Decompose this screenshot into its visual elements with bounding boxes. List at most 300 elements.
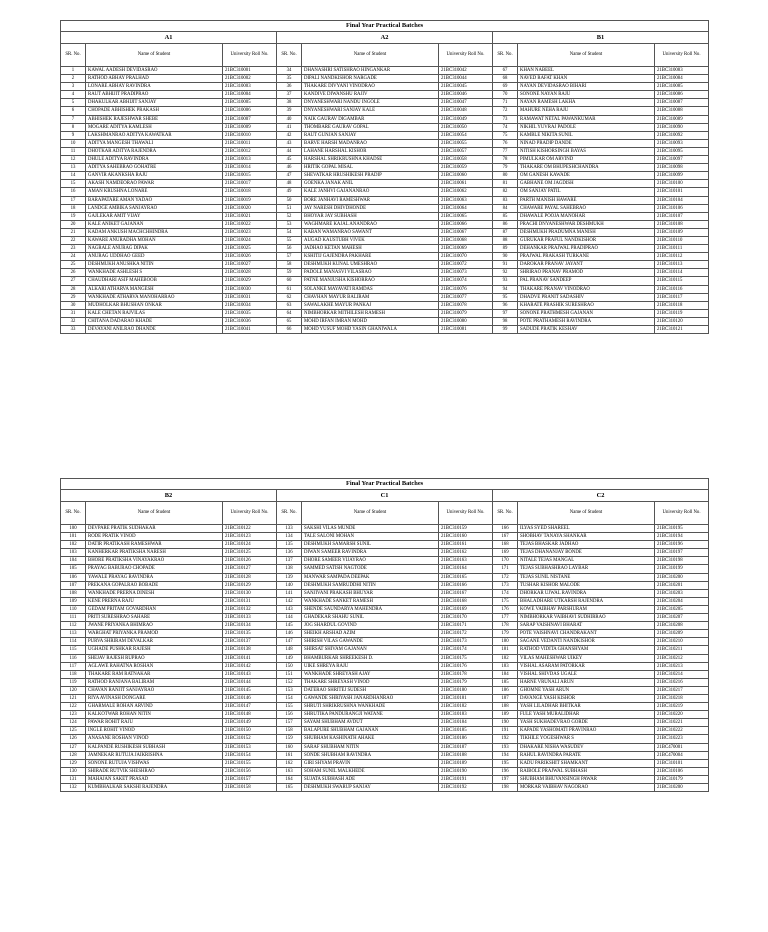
- sr-no-cell: 181: [493, 646, 518, 654]
- sr-no-cell: 88: [493, 236, 518, 244]
- roll-no-cell: 21BC310042: [439, 67, 493, 75]
- roll-no-cell: 21BC310076: [439, 285, 493, 293]
- student-name-cell: NIMBHORKAR VAIBHAVI SUDHIRRAO: [518, 614, 655, 622]
- sr-no-cell: 151: [277, 670, 302, 678]
- table-row: [61, 735, 709, 743]
- table-row: [61, 533, 709, 541]
- roll-no-cell: 21BC310189: [439, 759, 493, 767]
- student-name-cell: INGLE ROHIT VINOD: [86, 727, 223, 735]
- sr-no-cell: 118: [61, 670, 86, 678]
- student-name-cell: GIRI SHYAM PRAVIN: [302, 759, 439, 767]
- sr-no-cell: 139: [277, 573, 302, 581]
- student-name-cell: SHIRSAT SHIVAM GAJANAN: [302, 646, 439, 654]
- roll-no-cell: 21BC310092: [655, 131, 709, 139]
- roll-no-cell: 21BC310006: [223, 107, 277, 115]
- roll-no-cell: 21BC310072: [439, 261, 493, 269]
- student-name-cell: SONONE PRATHMESH GAJANAN: [518, 309, 655, 317]
- sr-no-cell: 29: [61, 293, 86, 301]
- student-name-cell: KAMBLE NIKITA SUNIL: [518, 131, 655, 139]
- table-row: [61, 694, 709, 702]
- roll-no-cell: 21BC310120: [655, 317, 709, 325]
- roll-no-cell: 21BC310212: [655, 654, 709, 662]
- sr-no-cell: 73: [493, 115, 518, 123]
- student-name-cell: TEJAS DHANANJAY BONDE: [518, 549, 655, 557]
- sr-no-cell: 22: [61, 236, 86, 244]
- roll-no-cell: 21BC310114: [655, 269, 709, 277]
- roll-no-cell: 21BC310198: [655, 557, 709, 565]
- sr-no-cell: 68: [493, 75, 518, 83]
- roll-no-cell: 21BC310143: [223, 670, 277, 678]
- table-row: [61, 549, 709, 557]
- sr-no-cell: 2: [61, 75, 86, 83]
- sr-no-cell: 152: [277, 678, 302, 686]
- sr-no-cell: 190: [493, 719, 518, 727]
- roll-no-cell: 21BC310211: [655, 646, 709, 654]
- student-name-cell: SHRIRAO PRANAV PRAMOD: [518, 269, 655, 277]
- student-name-cell: NINAD PRADIP DANDE: [518, 139, 655, 147]
- page-title: Final Year Practical Batches: [61, 21, 709, 32]
- sr-no-cell: 27: [61, 277, 86, 285]
- roll-no-cell: 21BC310074: [439, 277, 493, 285]
- roll-no-cell: 21BC310101: [655, 759, 709, 767]
- student-name-cell: WARGHAT PRIYANKA PRAMOD: [86, 630, 223, 638]
- student-name-cell: MAHURE NEHA RAJU: [518, 107, 655, 115]
- roll-no-cell: 21BC310124: [223, 541, 277, 549]
- student-name-cell: KAPADE YASHOMATI PRAVINRAO: [518, 727, 655, 735]
- sr-no-cell: 156: [277, 711, 302, 719]
- student-name-cell: DNYANESHWARI SANJAY KALE: [302, 107, 439, 115]
- column-header-sr: SR. No.: [277, 44, 302, 67]
- roll-no-cell: 21BC310079: [439, 309, 493, 317]
- sr-no-cell: 120: [61, 686, 86, 694]
- roll-no-cell: 21BC310129: [223, 581, 277, 589]
- roll-no-cell: 21BC310200: [655, 784, 709, 792]
- roll-no-cell: 21BC310201: [655, 581, 709, 589]
- roll-no-cell: 21BC310068: [439, 236, 493, 244]
- column-header-name: Name of Student: [302, 502, 439, 525]
- student-name-cell: SHUBHAM KASHINATH AHAKE: [302, 735, 439, 743]
- roll-no-cell: 21BC310187: [439, 743, 493, 751]
- student-name-cell: JAMNEKAR RUTUJA JAIKRISHNA: [86, 751, 223, 759]
- student-name-cell: JADHAO KETAN MAHESH: [302, 245, 439, 253]
- student-name-cell: DHANASHRI SATISHRAO HINGANKAR: [302, 67, 439, 75]
- student-name-cell: KSHITIJ GAJENDRA PAKHARE: [302, 253, 439, 261]
- roll-no-cell: 21BC310203: [655, 589, 709, 597]
- roll-no-cell: 21BC310089: [655, 115, 709, 123]
- student-name-cell: DEVAYANI ANILRAO DHANDE: [86, 326, 223, 334]
- roll-no-cell: 21BC310101: [655, 188, 709, 196]
- sr-no-cell: 102: [61, 541, 86, 549]
- student-name-cell: GOENKA JANAK ANIL: [302, 180, 439, 188]
- student-name-cell: DATIR PRATIKASH RAMESHWAR: [86, 541, 223, 549]
- sr-no-cell: 26: [61, 269, 86, 277]
- student-name-cell: BARVE HARSH MADANRAO: [302, 139, 439, 147]
- student-name-cell: THAKARE DIVYANI VINODRAO: [302, 83, 439, 91]
- sr-no-cell: 49: [277, 188, 302, 196]
- sr-no-cell: 115: [61, 646, 86, 654]
- student-name-cell: BHOYAR JAY SUBHASH: [302, 212, 439, 220]
- table-row: [61, 285, 709, 293]
- student-name-cell: SAKSHI VILAS MUNDE: [302, 525, 439, 533]
- roll-no-cell: 21BC310022: [223, 220, 277, 228]
- roll-no-cell: 21BC310191: [439, 775, 493, 783]
- student-name-cell: SAWALAKHE MAYUR PANKAJ: [302, 301, 439, 309]
- table-body: [61, 67, 709, 334]
- sr-no-cell: 100: [61, 525, 86, 533]
- sr-no-cell: 122: [61, 703, 86, 711]
- table-row: [61, 654, 709, 662]
- roll-no-cell: 21BC310126: [223, 557, 277, 565]
- sr-no-cell: 96: [493, 301, 518, 309]
- student-name-cell: WAGHMARE KAJAL ANANDRAO: [302, 220, 439, 228]
- roll-no-cell: 21BC310178: [439, 670, 493, 678]
- roll-no-cell: 21BC310135: [223, 630, 277, 638]
- student-name-cell: DESHMUKH ANUSHKA NITIN: [86, 261, 223, 269]
- roll-no-cell: 21BC310061: [439, 180, 493, 188]
- sr-no-cell: 51: [277, 204, 302, 212]
- sr-no-cell: 158: [277, 727, 302, 735]
- student-name-cell: SHEVATKAR HRUSHIKESH PRADIP: [302, 172, 439, 180]
- roll-no-cell: 21BC310183: [439, 711, 493, 719]
- student-name-cell: GHARMALE ROHAN ARVIND: [86, 703, 223, 711]
- student-name-cell: DAROKAR PRANAV JAYANT: [518, 261, 655, 269]
- table-row: [61, 67, 709, 75]
- sr-no-cell: 61: [277, 285, 302, 293]
- roll-no-cell: 21BC310064: [439, 204, 493, 212]
- roll-no-cell: 21BC310197: [655, 549, 709, 557]
- student-name-cell: CHAWARE PAYAL SAHEBRAO: [518, 204, 655, 212]
- table-row: [61, 573, 709, 581]
- student-name-cell: NAVED RAFAT KHAN: [518, 75, 655, 83]
- table-row: [61, 662, 709, 670]
- student-name-cell: GEDAM PRITAM GOVARDHAN: [86, 605, 223, 613]
- roll-no-cell: 21BC310200: [655, 573, 709, 581]
- student-name-cell: SONONE NAYAN RAJU: [518, 91, 655, 99]
- student-name-cell: KALE JANHVI GAJANANRAO: [302, 188, 439, 196]
- table-row: [61, 565, 709, 573]
- student-name-cell: THAKARE SHREYASH VINOD: [302, 678, 439, 686]
- student-name-cell: RATHOD ABHAY PRALHAD: [86, 75, 223, 83]
- sr-no-cell: 195: [493, 759, 518, 767]
- sr-no-cell: 132: [61, 784, 86, 792]
- sr-no-cell: 18: [61, 204, 86, 212]
- table-row: [61, 775, 709, 783]
- roll-no-cell: 21BC310214: [655, 670, 709, 678]
- table-row: [61, 180, 709, 188]
- roll-no-cell: 21BC310026: [223, 253, 277, 261]
- student-name-cell: RATHOD VIDITA GHANSHYAM: [518, 646, 655, 654]
- student-name-cell: KADU PARIKSHIT SHAMKANT: [518, 759, 655, 767]
- roll-no-cell: 21BC310029: [223, 277, 277, 285]
- sr-no-cell: 192: [493, 735, 518, 743]
- sr-no-cell: 60: [277, 277, 302, 285]
- column-header-roll: University Roll No.: [223, 502, 277, 525]
- sr-no-cell: 70: [493, 91, 518, 99]
- student-name-cell: BHALADHARE UTKARSH RAJENDRA: [518, 597, 655, 605]
- student-name-cell: AGLAWE RAHATNA ROSHAN: [86, 662, 223, 670]
- student-name-cell: DAVANGE YASH KISHOR: [518, 694, 655, 702]
- student-name-cell: KENE PRERNA RAJU: [86, 597, 223, 605]
- table-row: [61, 172, 709, 180]
- sr-no-cell: 50: [277, 196, 302, 204]
- table-body: [61, 525, 709, 792]
- roll-no-cell: 21BC310195: [655, 525, 709, 533]
- roll-no-cell: 21BC310213: [655, 662, 709, 670]
- sr-no-cell: 39: [277, 107, 302, 115]
- roll-no-cell: 21BC310086: [655, 91, 709, 99]
- sr-no-cell: 94: [493, 285, 518, 293]
- roll-no-cell: 21BC310133: [223, 614, 277, 622]
- roll-no-cell: 21BC310217: [655, 686, 709, 694]
- sr-no-cell: 23: [61, 245, 86, 253]
- student-name-cell: TEJAS SUNIL NISTANE: [518, 573, 655, 581]
- roll-no-cell: 21BC310192: [439, 784, 493, 792]
- table-row: [61, 196, 709, 204]
- sr-no-cell: 69: [493, 83, 518, 91]
- sr-no-cell: 194: [493, 751, 518, 759]
- student-name-cell: HRITIK GOPAL MISAL: [302, 164, 439, 172]
- student-name-cell: BALAPURE SHUBHAM GAJANAN: [302, 727, 439, 735]
- student-name-cell: PAL PRANAV SANDEEP: [518, 277, 655, 285]
- table-row: [61, 670, 709, 678]
- sr-no-cell: 63: [277, 301, 302, 309]
- table-row: [61, 541, 709, 549]
- student-name-cell: RODE PRATIK VINOD: [86, 533, 223, 541]
- student-name-cell: GHOMNE YASH ARUN: [518, 686, 655, 694]
- roll-no-cell: 21BC310021: [223, 212, 277, 220]
- student-name-cell: VISHAL ASARAM PATORKAR: [518, 662, 655, 670]
- roll-no-cell: 21BC310097: [655, 156, 709, 164]
- roll-no-cell: 21BC310144: [223, 678, 277, 686]
- roll-no-cell: 21BC310170: [439, 614, 493, 622]
- sr-no-cell: 105: [61, 565, 86, 573]
- student-name-cell: SARAP VAISHNAVI BHARAT: [518, 622, 655, 630]
- roll-no-cell: 21BC310169: [439, 605, 493, 613]
- roll-no-cell: 21BC310063: [439, 196, 493, 204]
- sr-no-cell: 174: [493, 589, 518, 597]
- table-row: [61, 638, 709, 646]
- table-row: [61, 605, 709, 613]
- roll-no-cell: 21BC310083: [655, 67, 709, 75]
- student-name-cell: LANDGE AMBIKA SANJAYRAO: [86, 204, 223, 212]
- roll-no-cell: 21BC310185: [439, 727, 493, 735]
- roll-no-cell: 21BC310017: [223, 180, 277, 188]
- student-name-cell: RAIBOLE PRAJWAL SUBHASH: [518, 767, 655, 775]
- sr-no-cell: 123: [61, 711, 86, 719]
- student-name-cell: ALKARI ATHARVA MANGESH: [86, 285, 223, 293]
- batch-heading: A2: [277, 32, 493, 44]
- table-row: [61, 293, 709, 301]
- student-name-cell: SHENDE SAUNDARYA MAHENDRA: [302, 605, 439, 613]
- roll-no-cell: 21BC310168: [439, 597, 493, 605]
- roll-no-cell: 21BC310153: [223, 743, 277, 751]
- roll-no-cell: 21BC310093: [655, 139, 709, 147]
- sr-no-cell: 40: [277, 115, 302, 123]
- table-row: [61, 727, 709, 735]
- batch-heading: B1: [493, 32, 709, 44]
- student-name-cell: DHAWALE POOJA MANOHAR: [518, 212, 655, 220]
- student-name-cell: PRAJWAL PRAKASH TURKANE: [518, 253, 655, 261]
- roll-no-cell: 21BC310090: [655, 123, 709, 131]
- sr-no-cell: 143: [277, 605, 302, 613]
- student-name-cell: KALKOTWAR ROHAN NITIN: [86, 711, 223, 719]
- sr-no-cell: 71: [493, 99, 518, 107]
- student-name-cell: KOWE VAIBHAV PARSHURAM: [518, 605, 655, 613]
- table-row: [61, 301, 709, 309]
- roll-no-cell: 21BC310154: [223, 751, 277, 759]
- sr-no-cell: 98: [493, 317, 518, 325]
- sr-no-cell: 114: [61, 638, 86, 646]
- student-name-cell: LAKSHMANRAO ADITYA KAWATKAR: [86, 131, 223, 139]
- roll-no-cell: 21BC310035: [223, 309, 277, 317]
- student-name-cell: SOLANKE MAYAVATI RAMDAS: [302, 285, 439, 293]
- student-name-cell: ANASANE ROSHAN VINOD: [86, 735, 223, 743]
- student-name-cell: THAKARE RAM RATNAKAR: [86, 670, 223, 678]
- roll-no-cell: 21BC310157: [223, 775, 277, 783]
- student-name-cell: KABAN WAMANRAO SAWANT: [302, 228, 439, 236]
- sr-no-cell: 189: [493, 711, 518, 719]
- sr-no-cell: 116: [61, 654, 86, 662]
- roll-no-cell: 21BC310160: [439, 533, 493, 541]
- sr-no-cell: 154: [277, 694, 302, 702]
- batch-heading: C1: [277, 490, 493, 502]
- roll-no-cell: 21BC310080: [439, 317, 493, 325]
- sr-no-cell: 5: [61, 99, 86, 107]
- roll-no-cell: 21BC310113: [655, 261, 709, 269]
- table-row: [61, 156, 709, 164]
- sr-no-cell: 81: [493, 180, 518, 188]
- table-row: [61, 557, 709, 565]
- column-header-roll: University Roll No.: [439, 44, 493, 67]
- sr-no-cell: 121: [61, 694, 86, 702]
- roll-no-cell: 21BC310014: [223, 164, 277, 172]
- student-name-cell: THAKARE PRANAV VINODRAO: [518, 285, 655, 293]
- sr-no-cell: 167: [493, 533, 518, 541]
- roll-no-cell: 21BC310166: [439, 581, 493, 589]
- sr-no-cell: 33: [61, 326, 86, 334]
- student-name-cell: BHAMBURKAR SHREEKESH D.: [302, 654, 439, 662]
- sr-no-cell: 108: [61, 589, 86, 597]
- student-name-cell: TALE SALONI MOHAN: [302, 533, 439, 541]
- roll-no-cell: 21BC310048: [439, 107, 493, 115]
- sr-no-cell: 187: [493, 694, 518, 702]
- roll-no-cell: 21BC310182: [439, 703, 493, 711]
- student-name-cell: SONONE RUTUJA VISHWAS: [86, 759, 223, 767]
- student-name-cell: PREKANA GOPALRAO BOBADE: [86, 581, 223, 589]
- roll-no-cell: 21BC310147: [223, 703, 277, 711]
- table-row: [61, 269, 709, 277]
- roll-no-cell: 21BC310220: [655, 711, 709, 719]
- student-name-cell: KANHERKAR PRATIKSHA NARESH: [86, 549, 223, 557]
- student-name-cell: GABHANE OM JAGDISH: [518, 180, 655, 188]
- student-name-cell: KALPANDE RUSHIKESH SUBHASH: [86, 743, 223, 751]
- student-name-cell: POTE VAISHNAVI CHANDRAKANT: [518, 630, 655, 638]
- student-name-cell: MORKAR VAIBHAV NAGORAO: [518, 784, 655, 792]
- roll-no-cell: 21BC310156: [223, 767, 277, 775]
- student-name-cell: CHAUDHARI ASIF MAHEBOOB: [86, 277, 223, 285]
- roll-no-cell: 21BC310010: [223, 131, 277, 139]
- roll-no-cell: 21BC310110: [655, 236, 709, 244]
- sr-no-cell: 77: [493, 147, 518, 155]
- roll-no-cell: 21BC310161: [439, 541, 493, 549]
- student-name-cell: AUGAD KAUSTUBH VIVEK: [302, 236, 439, 244]
- sr-no-cell: 85: [493, 212, 518, 220]
- sr-no-cell: 144: [277, 614, 302, 622]
- sr-no-cell: 55: [277, 236, 302, 244]
- sr-no-cell: 58: [277, 261, 302, 269]
- student-name-cell: WANKHADE PRERNA DINESH: [86, 589, 223, 597]
- roll-no-cell: 21BC310221: [655, 719, 709, 727]
- student-name-cell: VILAS MAHESHWAR UIKEY: [518, 654, 655, 662]
- sr-no-cell: 146: [277, 630, 302, 638]
- sr-no-cell: 57: [277, 253, 302, 261]
- roll-no-cell: 21BC310188: [439, 751, 493, 759]
- student-name-cell: SANJIVANI PRAKASH BHUYAR: [302, 589, 439, 597]
- roll-no-cell: 21BC310164: [439, 565, 493, 573]
- roll-no-cell: 21BC310141: [223, 654, 277, 662]
- sr-no-cell: 47: [277, 172, 302, 180]
- student-name-cell: KADAM ANKUSH MACHCHHINDRA: [86, 228, 223, 236]
- table-row: [61, 581, 709, 589]
- sr-no-cell: 16: [61, 188, 86, 196]
- sr-no-cell: 142: [277, 597, 302, 605]
- student-name-cell: GAWANDE SHRIYASH JANARDHANRAO: [302, 694, 439, 702]
- student-name-cell: RAUT GUNJAN SANJAY: [302, 131, 439, 139]
- sr-no-cell: 75: [493, 131, 518, 139]
- student-name-cell: UGHADE PUSHKAR RAJESH: [86, 646, 223, 654]
- roll-no-cell: 21BC310175: [439, 654, 493, 662]
- sr-no-cell: 186: [493, 686, 518, 694]
- roll-no-cell: 21BC310207: [655, 614, 709, 622]
- sr-no-cell: 138: [277, 565, 302, 573]
- sr-no-cell: 188: [493, 703, 518, 711]
- sr-no-cell: 173: [493, 581, 518, 589]
- sr-no-cell: 8: [61, 123, 86, 131]
- roll-no-cell: 21BC310204: [655, 597, 709, 605]
- batch-heading: B2: [61, 490, 277, 502]
- table-row: [61, 309, 709, 317]
- sr-no-cell: 95: [493, 293, 518, 301]
- sr-no-cell: 99: [493, 326, 518, 334]
- table-row: [61, 220, 709, 228]
- roll-no-cell: 21BC310223: [655, 735, 709, 743]
- table-row: [61, 253, 709, 261]
- sr-no-cell: 155: [277, 703, 302, 711]
- sr-no-cell: 127: [61, 743, 86, 751]
- student-name-cell: SHEIKH ARSHAD AZIM: [302, 630, 439, 638]
- student-name-cell: PRAYAG BABURAO CHOPADE: [86, 565, 223, 573]
- student-name-cell: RIYA AVINASH DONGARE: [86, 694, 223, 702]
- table-row: [61, 212, 709, 220]
- student-name-cell: KHARATE PRASHIK SURESHRAO: [518, 301, 655, 309]
- roll-no-cell: 21BC310107: [655, 212, 709, 220]
- roll-no-cell: 21BC310149: [223, 719, 277, 727]
- roll-no-cell: 21BC310001: [223, 67, 277, 75]
- student-name-cell: MUDHOLKAR BHUSHAN ONKAR: [86, 301, 223, 309]
- student-name-cell: KALE ANIKET GAJANAN: [86, 220, 223, 228]
- roll-no-cell: 21BC310152: [223, 735, 277, 743]
- roll-no-cell: 21BC310159: [439, 525, 493, 533]
- student-name-cell: JOG SHARDUL GOVIND: [302, 622, 439, 630]
- student-name-cell: SADUDE PRATIK KESHAV: [518, 326, 655, 334]
- sr-no-cell: 38: [277, 99, 302, 107]
- roll-no-cell: 21BC310179: [655, 775, 709, 783]
- student-name-cell: DIPALI NANDKISHOR NARGADE: [302, 75, 439, 83]
- roll-no-cell: 21BC310108: [655, 220, 709, 228]
- student-name-cell: SAYAM SHUBHAM AVDUT: [302, 719, 439, 727]
- student-name-cell: AMAN KRUSHNA LONARE: [86, 188, 223, 196]
- student-name-cell: HARSHAL SHRIKRUSHNA KHADSE: [302, 156, 439, 164]
